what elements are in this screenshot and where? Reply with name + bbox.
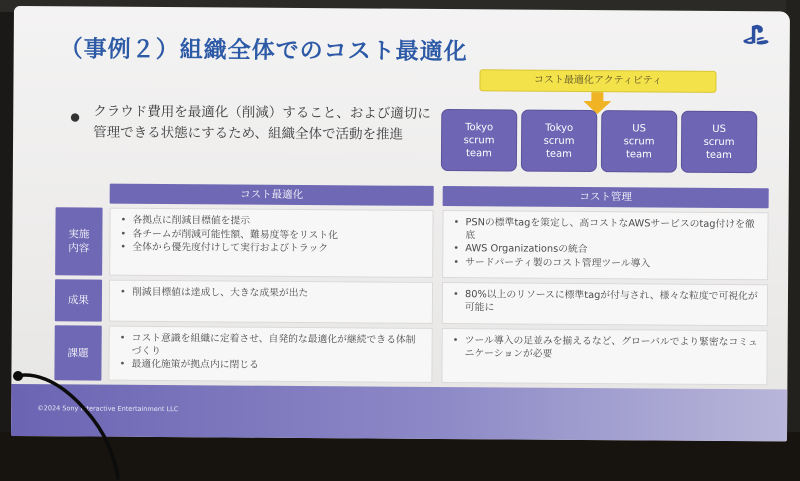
cell-implementation-management	[442, 210, 768, 280]
cell-implementation-optimization	[109, 208, 433, 278]
team-label: scrum	[703, 136, 735, 148]
cell-issues-management	[441, 328, 767, 385]
row-label-text: 実施	[68, 228, 90, 241]
list-item: • ツール導入の足並みを揃えるなど、グローバルでより緊密なコミュニケーションが必要	[465, 335, 759, 362]
slide-title: （事例２）組織全体でのコスト最適化	[59, 36, 468, 66]
team-label: scrum	[623, 135, 655, 147]
list-item: • 各拠点に削減目標値を提示	[132, 215, 424, 230]
list-item: • 削減目標値は達成し、大きな成果が出た	[132, 287, 424, 302]
row-label-implementation	[55, 207, 102, 275]
bullet-marker: ●	[70, 110, 80, 124]
team-label: team	[625, 148, 652, 160]
cost-optimization-activity-bar: コスト最適化アクティビティ	[479, 69, 716, 93]
list-item: • AWS Organizationsの統合	[465, 243, 759, 258]
team-label: Tokyo	[545, 122, 574, 134]
team-label: Tokyo	[465, 121, 494, 133]
team-box-tokyo-1	[441, 109, 517, 172]
team-box-us-2	[681, 111, 757, 174]
list-item: • コスト意識を組織に定着させ、自発的な最適化が継続できる体制づくり	[132, 333, 424, 360]
list-item: • 各チームが削減可能性額、難易度等をリスト化	[132, 228, 424, 243]
team-label: US	[632, 122, 647, 134]
playstation-logo-icon	[743, 24, 769, 46]
team-label: team	[465, 147, 492, 159]
team-label: scrum	[543, 135, 575, 147]
row-label-issues: 課題	[54, 325, 101, 380]
list-item: • 全体から優先度付けして実行およびトラック	[132, 242, 424, 257]
column-header-cost-management: コスト管理	[443, 186, 769, 208]
list-item: • サードパーティ製のコスト管理ツール導入	[465, 257, 759, 272]
team-label: team	[545, 148, 572, 160]
row-label-text: 内容	[68, 242, 90, 255]
cell-results-management	[442, 282, 768, 326]
team-box-us-1	[601, 110, 677, 173]
team-box-tokyo-2	[521, 110, 597, 173]
list-item: • 80%以上のリソースに標準tagが付与され、様々な粒度で可視化が可能に	[465, 289, 759, 316]
team-label: team	[705, 149, 732, 161]
column-header-cost-optimization: コスト最適化	[110, 184, 434, 206]
cell-issues-optimization	[108, 326, 432, 383]
bullet-text: クラウド費用を最適化（削減）すること、および適切に管理できる状態にするため、組織全体で活動を推進	[93, 103, 431, 143]
team-label: scrum	[463, 134, 495, 146]
cell-results-optimization	[109, 280, 433, 324]
team-label: US	[712, 123, 727, 135]
copyright-text: ©2024 Sony Interactive Entertainment LLC	[37, 404, 179, 414]
microphone-cable	[0, 360, 140, 481]
list-item: • 最適化施策が拠点内に閉じる	[131, 359, 423, 374]
row-label-results: 成果	[55, 279, 102, 321]
list-item: • PSNの標準tagを策定し、高コストなAWSサービスのtag付けを徹底	[465, 217, 759, 244]
